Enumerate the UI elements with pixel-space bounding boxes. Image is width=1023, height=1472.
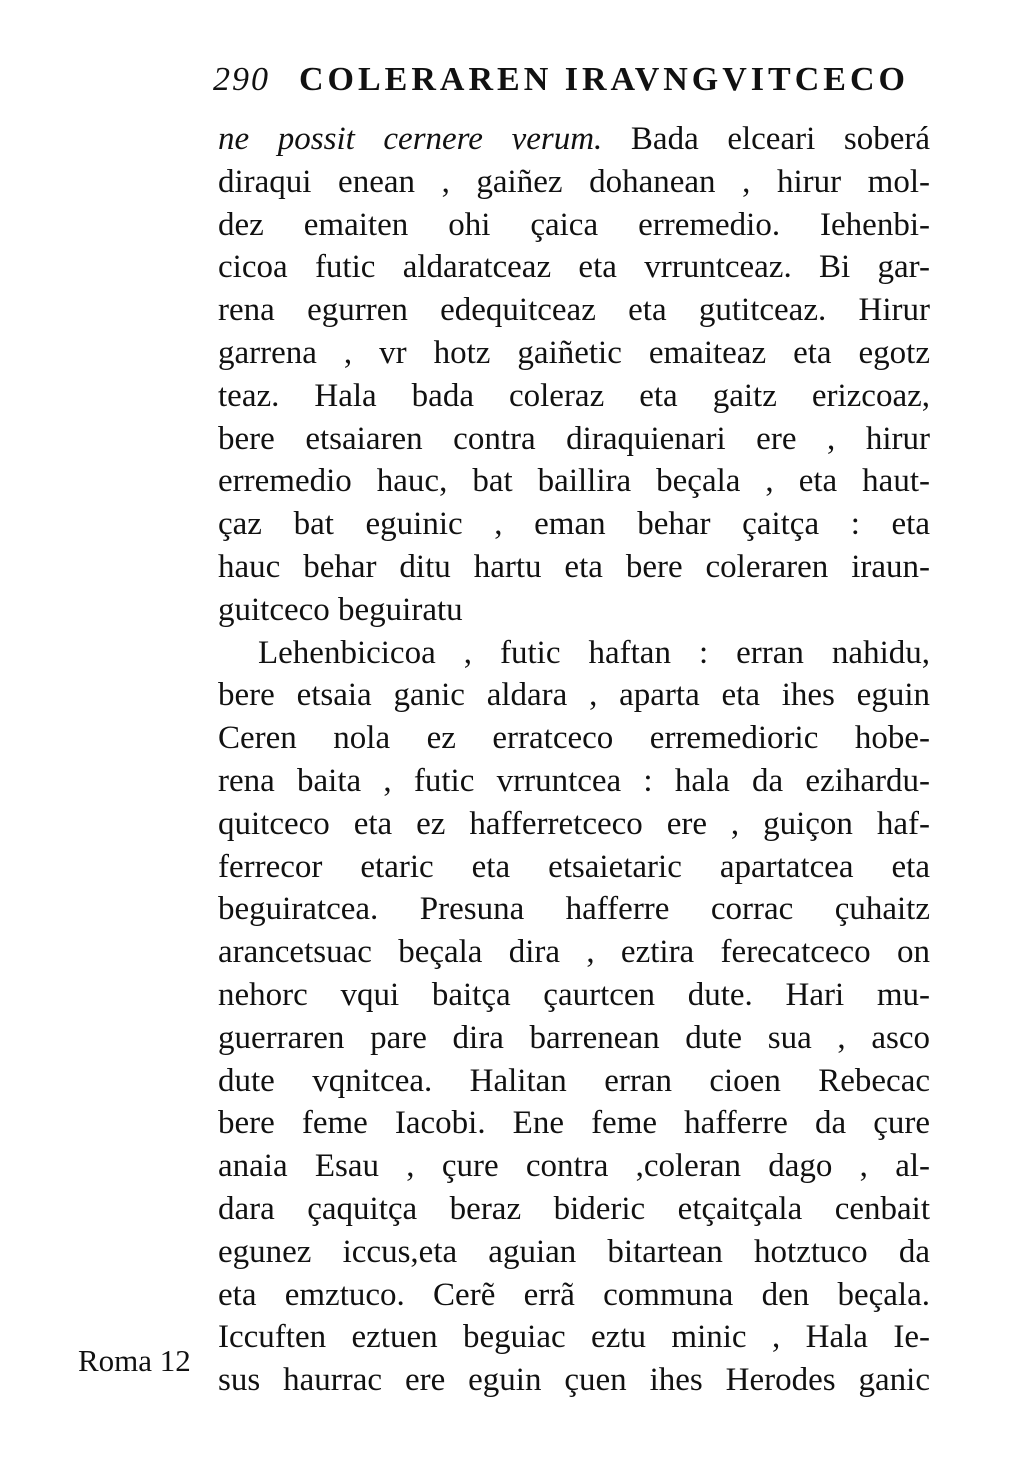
text-line: Iccuften eztuen beguiac eztu minic , Hala Ie-	[218, 1319, 930, 1356]
text-line: bere etsaia ganic aldara , aparta eta ihes eguin	[218, 677, 930, 714]
text-line: arancetsuac beçala dira , eztira ferecatceco on	[218, 934, 930, 971]
text-line: bere feme Iacobi. Ene feme hafferre da çure	[218, 1105, 930, 1142]
text-line: egunez iccus,eta aguian bitartean hotztuco da	[218, 1233, 930, 1270]
page-number: 290	[213, 61, 270, 98]
text-line: nehorc vqui baitça çaurtcen dute. Hari mu-	[218, 976, 930, 1013]
text-line	[218, 118, 930, 161]
running-head: COLERAREN IRAVNGVITCECO	[299, 61, 909, 98]
margin-note: Roma 12	[78, 1343, 191, 1378]
text-line: guerraren pare dira barrenean dute sua , asco	[218, 1019, 930, 1056]
text-line: guitceco beguiratu	[218, 591, 463, 628]
text-line: teaz. Hala bada coleraz eta gaitz erizcoaz,	[218, 377, 930, 414]
text-line: sus haurrac ere eguin çuen ihes Herodes ganic	[218, 1362, 930, 1399]
text-line: cicoa futic aldaratceaz eta vrruntceaz. Bi gar-	[218, 249, 930, 286]
text-line: dute vqnitcea. Halitan erran cioen Rebecac	[218, 1062, 930, 1099]
text-line: dez emaiten ohi çaica erremedio. Iehenbi-	[218, 206, 930, 243]
text-line: hauc behar ditu hartu eta bere coleraren iraun-	[218, 548, 930, 585]
text-line: rena egurren edequitceaz eta gutitceaz. Hirur	[218, 292, 930, 329]
text-line: anaia Esau , çure contra ,coleran dago , al-	[218, 1148, 930, 1185]
page-header	[213, 58, 953, 102]
text-line: garrena , vr hotz gaiñetic emaiteaz eta egotz	[218, 334, 930, 371]
text-line: dara çaquitça beraz bideric etçaitçala cenbait	[218, 1190, 930, 1227]
text-line: bere etsaiaren contra diraquienari ere , hirur	[218, 420, 930, 457]
text-line: Lehenbicicoa , futic haftan : erran nahidu,	[258, 634, 930, 671]
text-line: erremedio hauc, bat baillira beçala , eta haut-	[218, 463, 930, 500]
text-line: Ceren nola ez erratceco erremedioric hobe-	[218, 720, 930, 757]
text-line: rena baita , futic vrruntcea : hala da ezihardu-	[218, 762, 930, 799]
text-line: çaz bat eguinic , eman behar çaitça : eta	[218, 506, 930, 543]
text-line: quitceco eta ez hafferretceco ere , guiçon haf-	[218, 805, 930, 842]
text-line: eta emztuco. Cerẽ errã communa den beçala.	[218, 1276, 930, 1313]
body-text	[218, 118, 930, 1402]
text-line: ferrecor etaric eta etsaietaric apartatcea eta	[218, 848, 930, 885]
latin-quote: ne possit cernere verum.	[218, 121, 603, 157]
line-text: Bada elceari soberá	[602, 121, 930, 157]
text-line: beguiratcea. Presuna hafferre corrac çuhaitz	[218, 891, 930, 928]
text-line: diraqui enean , gaiñez dohanean , hirur mol-	[218, 163, 930, 200]
